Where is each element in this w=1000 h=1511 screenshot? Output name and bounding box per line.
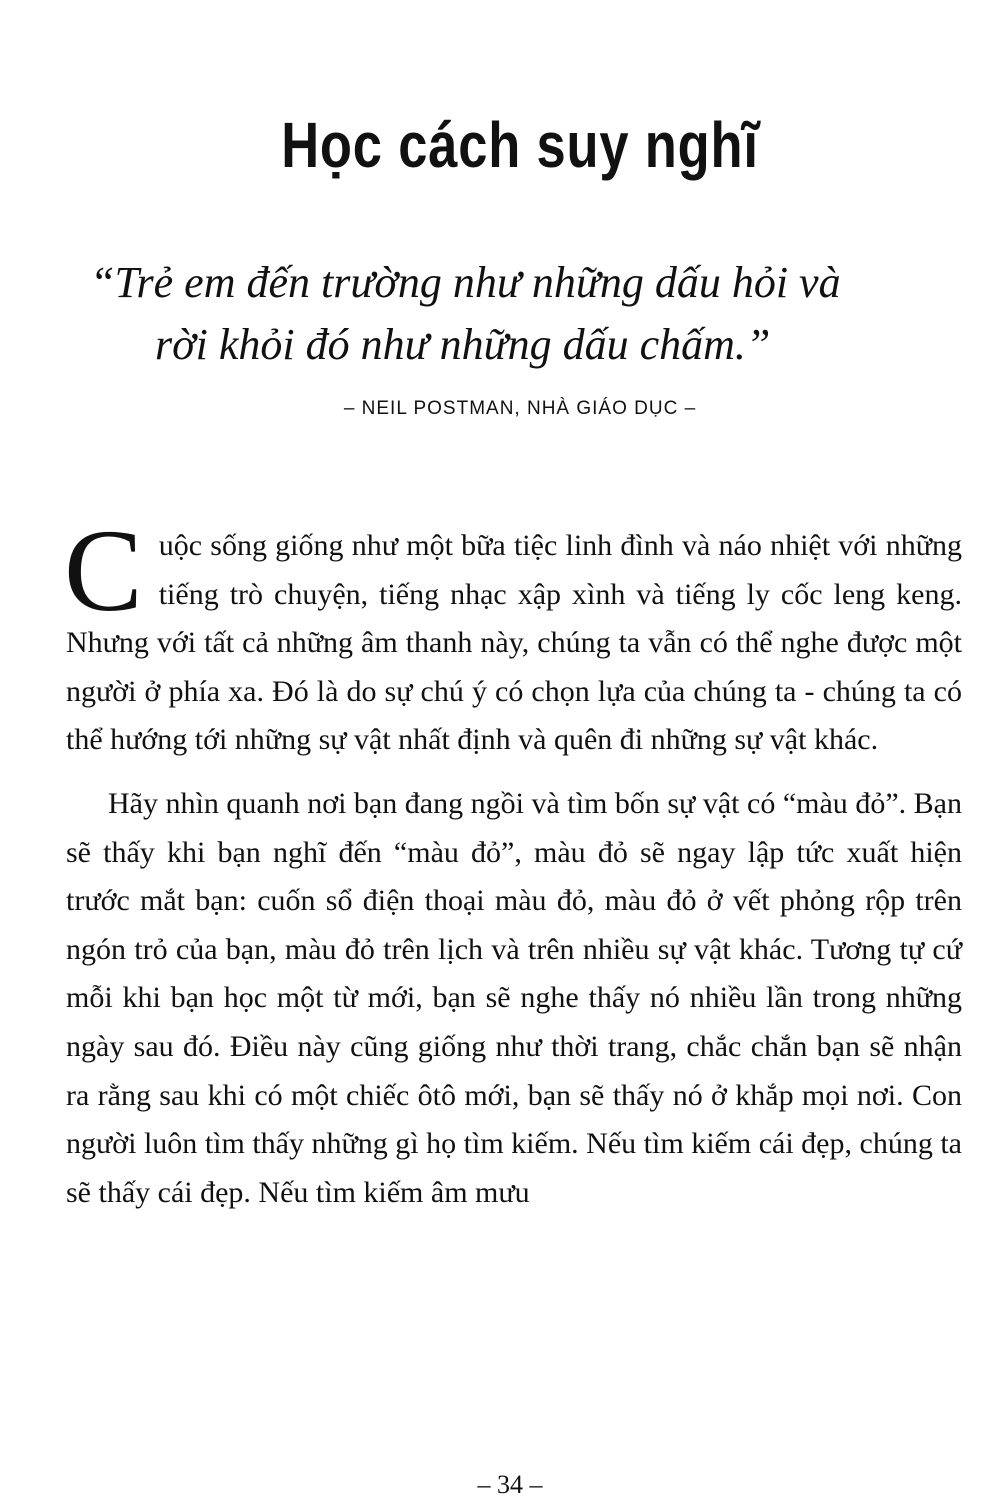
body-text <box>64 505 962 1217</box>
paragraph-1-text: uộc sống giống như một bữa tiệc linh đình và náo nhiệt với những tiếng trò chuyện, tiếng nhạc xập xình và tiếng ly cốc leng keng. Nhưng với tất cả những âm thanh này, chúng ta vẫn có thể nghe được một người ở phía xa. Đó là do sự chú ý có chọn lựa của chúng ta - chúng ta có thể hướng tới những sự vật nhất định và quên đi những sự vật khác. <box>66 529 962 757</box>
epigraph-line-2: rời khỏi đó như những dấu chấm.” <box>155 320 771 369</box>
page-number: – 34 – <box>477 1470 543 1499</box>
epigraph-attribution: – NEIL POSTMAN, NHÀ GIÁO DỤC – <box>343 398 697 419</box>
chapter-title: Học cách suy nghĩ <box>281 109 759 181</box>
drop-cap: C <box>64 505 143 636</box>
epigraph-quote <box>60 252 1000 376</box>
epigraph-line-1: “Trẻ em đến trường như những dấu hỏi và <box>90 258 841 307</box>
paragraph-1 <box>64 505 962 765</box>
paragraph-2: Hãy nhìn quanh nơi bạn đang ngồi và tìm bốn sự vật có “màu đỏ”. Bạn sẽ thấy khi bạn nghĩ đến “màu đỏ”, màu đỏ sẽ ngay lập tức xuất hiện trước mắt bạn: cuốn sổ điện thoại màu đỏ, màu đỏ ở vết phỏng rộp trên ngón trỏ của bạn, màu đỏ trên lịch và trên nhiều sự vật khác. Tương tự cứ mỗi khi bạn học một từ mới, bạn sẽ nghe thấy nó nhiều lần trong những ngày sau đó. Điều này cũng giống như thời trang, chắc chắn bạn sẽ nhận ra rằng sau khi có một chiếc ôtô mới, bạn sẽ thấy nó ở khắp mọi nơi. Con người luôn tìm thấy những gì họ tìm kiếm. Nếu tìm kiếm cái đẹp, chúng ta sẽ thấy cái đẹp. Nếu tìm kiếm âm mưu <box>66 786 962 1209</box>
